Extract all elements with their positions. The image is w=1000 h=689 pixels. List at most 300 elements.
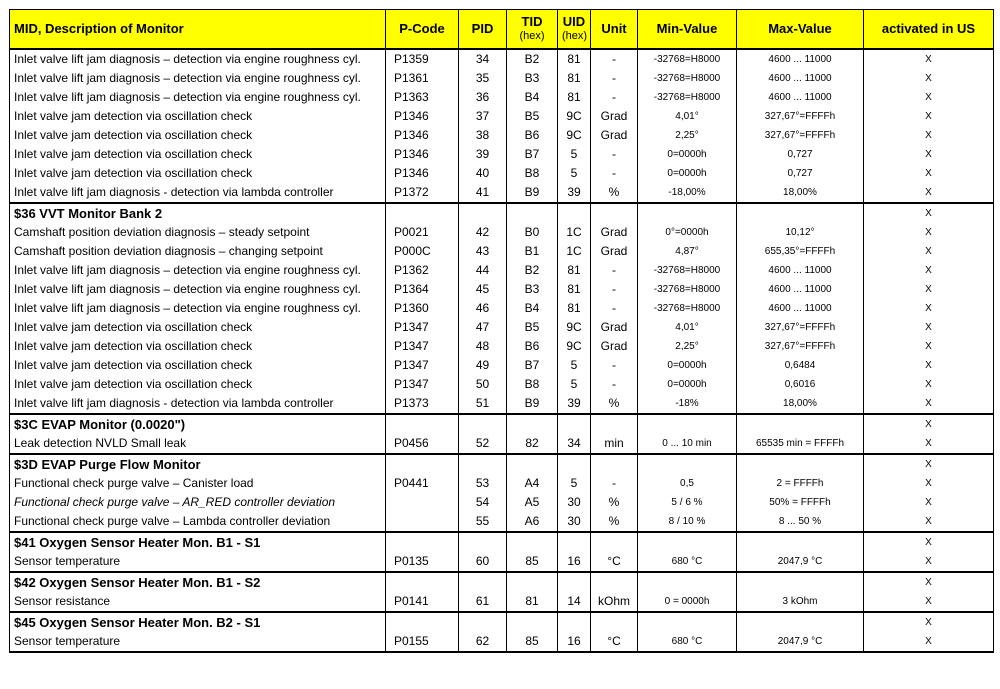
- table-row: [10, 49, 994, 69]
- cell-unit: -: [591, 375, 638, 394]
- cell-pcode: [386, 203, 459, 223]
- cell-uid: 9C: [558, 126, 591, 145]
- cell-min-value: 0,5: [638, 474, 737, 493]
- cell-pid: [459, 454, 507, 474]
- cell-unit: [591, 532, 638, 552]
- cell-min-value: 4,01°: [638, 107, 737, 126]
- cell-pcode: P1346: [386, 145, 459, 164]
- cell-uid: 16: [558, 632, 591, 652]
- cell-pcode: P0155: [386, 632, 459, 652]
- table-row: [10, 88, 994, 107]
- cell-unit: -: [591, 280, 638, 299]
- cell-description: Inlet valve lift jam diagnosis – detection via engine roughness cyl.: [10, 69, 386, 88]
- header-tid: [507, 10, 558, 50]
- cell-activated-us: X: [864, 261, 994, 280]
- table-row: [10, 394, 994, 414]
- cell-uid: 5: [558, 356, 591, 375]
- cell-description: Camshaft position deviation diagnosis – changing setpoint: [10, 242, 386, 261]
- cell-pid: 47: [459, 318, 507, 337]
- cell-unit: %: [591, 512, 638, 532]
- cell-uid: 16: [558, 552, 591, 572]
- cell-activated-us: X: [864, 394, 994, 414]
- cell-pcode: P1346: [386, 126, 459, 145]
- cell-max-value: 4600 ... 11000: [737, 49, 864, 69]
- cell-activated-us: X: [864, 49, 994, 69]
- cell-description: Sensor resistance: [10, 592, 386, 612]
- cell-uid: 9C: [558, 107, 591, 126]
- cell-tid: [507, 612, 558, 632]
- cell-activated-us: X: [864, 223, 994, 242]
- cell-description: Inlet valve lift jam diagnosis - detection via lambda controller: [10, 394, 386, 414]
- cell-min-value: -32768=H8000: [638, 280, 737, 299]
- cell-pid: 41: [459, 183, 507, 203]
- cell-pcode: [386, 414, 459, 434]
- cell-max-value: 4600 ... 11000: [737, 88, 864, 107]
- header-uid-label: UID: [562, 14, 586, 29]
- cell-activated-us: X: [864, 164, 994, 183]
- cell-uid: [558, 203, 591, 223]
- cell-max-value: 8 ... 50 %: [737, 512, 864, 532]
- cell-uid: [558, 454, 591, 474]
- cell-unit: -: [591, 474, 638, 493]
- cell-pid: 37: [459, 107, 507, 126]
- table-row: [10, 552, 994, 572]
- cell-max-value: 0,6016: [737, 375, 864, 394]
- cell-tid: B9: [507, 183, 558, 203]
- cell-pcode: [386, 612, 459, 632]
- cell-tid: B1: [507, 242, 558, 261]
- cell-pid: [459, 572, 507, 592]
- cell-uid: 81: [558, 299, 591, 318]
- table-header: [10, 10, 994, 50]
- cell-unit: -: [591, 261, 638, 280]
- cell-max-value: 0,727: [737, 145, 864, 164]
- cell-unit: -: [591, 88, 638, 107]
- cell-min-value: 8 / 10 %: [638, 512, 737, 532]
- cell-pid: [459, 203, 507, 223]
- cell-max-value: 655,35°=FFFFh: [737, 242, 864, 261]
- cell-description: Inlet valve jam detection via oscillation check: [10, 375, 386, 394]
- cell-unit: kOhm: [591, 592, 638, 612]
- header-uid: [558, 10, 591, 50]
- cell-unit: %: [591, 394, 638, 414]
- cell-pid: 49: [459, 356, 507, 375]
- table-row: [10, 107, 994, 126]
- table-row: [10, 592, 994, 612]
- cell-pid: [459, 532, 507, 552]
- cell-tid: [507, 414, 558, 434]
- cell-pcode: P0141: [386, 592, 459, 612]
- section-title: $3D EVAP Purge Flow Monitor: [10, 454, 386, 474]
- cell-unit: [591, 612, 638, 632]
- cell-max-value: 327,67°=FFFFh: [737, 318, 864, 337]
- cell-activated-us: X: [864, 356, 994, 375]
- cell-max-value: 18,00%: [737, 183, 864, 203]
- cell-min-value: 2,25°: [638, 337, 737, 356]
- cell-min-value: 0=0000h: [638, 356, 737, 375]
- cell-max-value: 2047,9 °C: [737, 632, 864, 652]
- cell-activated-us: X: [864, 512, 994, 532]
- section-header-row: [10, 414, 994, 434]
- cell-pid: 35: [459, 69, 507, 88]
- cell-pcode: P0021: [386, 223, 459, 242]
- cell-activated-us: X: [864, 552, 994, 572]
- cell-pcode: P1347: [386, 375, 459, 394]
- header-tid-label: TID: [521, 14, 543, 29]
- header-uid-sub: (hex): [562, 30, 588, 42]
- cell-activated-us: X: [864, 183, 994, 203]
- cell-activated-us: X: [864, 434, 994, 454]
- cell-uid: 30: [558, 512, 591, 532]
- cell-pid: 46: [459, 299, 507, 318]
- cell-pcode: P1361: [386, 69, 459, 88]
- section-header-row: [10, 612, 994, 632]
- cell-max-value: [737, 572, 864, 592]
- header-min-value: Min-Value: [638, 10, 737, 50]
- cell-tid: B5: [507, 318, 558, 337]
- cell-max-value: [737, 454, 864, 474]
- cell-max-value: [737, 532, 864, 552]
- cell-activated-us: X: [864, 107, 994, 126]
- cell-max-value: 4600 ... 11000: [737, 280, 864, 299]
- cell-unit: Grad: [591, 242, 638, 261]
- cell-min-value: 680 °C: [638, 632, 737, 652]
- cell-max-value: 327,67°=FFFFh: [737, 337, 864, 356]
- cell-min-value: [638, 203, 737, 223]
- table-row: [10, 434, 994, 454]
- cell-tid: B3: [507, 280, 558, 299]
- cell-activated-us: X: [864, 203, 994, 223]
- table-row: [10, 375, 994, 394]
- cell-description: Functional check purge valve – Canister load: [10, 474, 386, 493]
- cell-pcode: [386, 512, 459, 532]
- cell-min-value: [638, 572, 737, 592]
- cell-unit: -: [591, 356, 638, 375]
- cell-description: Inlet valve lift jam diagnosis – detection via engine roughness cyl.: [10, 280, 386, 299]
- cell-activated-us: X: [864, 242, 994, 261]
- cell-tid: A6: [507, 512, 558, 532]
- cell-max-value: 4600 ... 11000: [737, 261, 864, 280]
- cell-uid: [558, 572, 591, 592]
- cell-pid: [459, 612, 507, 632]
- cell-activated-us: X: [864, 318, 994, 337]
- cell-pid: [459, 414, 507, 434]
- cell-max-value: 3 kOhm: [737, 592, 864, 612]
- cell-pid: 61: [459, 592, 507, 612]
- cell-tid: B2: [507, 49, 558, 69]
- cell-uid: 81: [558, 280, 591, 299]
- cell-activated-us: X: [864, 532, 994, 552]
- cell-tid: [507, 532, 558, 552]
- cell-unit: Grad: [591, 337, 638, 356]
- cell-activated-us: X: [864, 493, 994, 512]
- cell-pcode: P1347: [386, 318, 459, 337]
- cell-min-value: 0=0000h: [638, 145, 737, 164]
- cell-pid: 34: [459, 49, 507, 69]
- cell-activated-us: X: [864, 474, 994, 493]
- cell-uid: [558, 532, 591, 552]
- cell-activated-us: X: [864, 88, 994, 107]
- cell-activated-us: X: [864, 632, 994, 652]
- cell-tid: 81: [507, 592, 558, 612]
- cell-uid: 5: [558, 145, 591, 164]
- header-pid: PID: [459, 10, 507, 50]
- cell-activated-us: X: [864, 280, 994, 299]
- cell-unit: [591, 454, 638, 474]
- cell-description: Inlet valve lift jam diagnosis – detection via engine roughness cyl.: [10, 299, 386, 318]
- table-row: [10, 474, 994, 493]
- cell-description: Leak detection NVLD Small leak: [10, 434, 386, 454]
- cell-unit: °C: [591, 552, 638, 572]
- monitor-table-container: [9, 9, 993, 653]
- table-body: [10, 49, 994, 652]
- cell-activated-us: X: [864, 414, 994, 434]
- cell-pid: 60: [459, 552, 507, 572]
- cell-min-value: [638, 414, 737, 434]
- cell-unit: Grad: [591, 107, 638, 126]
- cell-max-value: 327,67°=FFFFh: [737, 126, 864, 145]
- cell-pcode: P1347: [386, 337, 459, 356]
- section-title: $42 Oxygen Sensor Heater Mon. B1 - S2: [10, 572, 386, 592]
- cell-description: Sensor temperature: [10, 552, 386, 572]
- cell-pid: 55: [459, 512, 507, 532]
- cell-min-value: 4,01°: [638, 318, 737, 337]
- monitor-table: [9, 9, 994, 653]
- section-title: $3C EVAP Monitor (0.0020"): [10, 414, 386, 434]
- table-row: [10, 632, 994, 652]
- cell-max-value: 0,727: [737, 164, 864, 183]
- cell-pid: 40: [459, 164, 507, 183]
- cell-description: Inlet valve jam detection via oscillation check: [10, 337, 386, 356]
- section-header-row: [10, 454, 994, 474]
- cell-activated-us: X: [864, 337, 994, 356]
- cell-pcode: P000C: [386, 242, 459, 261]
- cell-description: Inlet valve lift jam diagnosis – detection via engine roughness cyl.: [10, 49, 386, 69]
- cell-uid: 81: [558, 69, 591, 88]
- header-description: MID, Description of Monitor: [10, 10, 386, 50]
- cell-uid: 5: [558, 474, 591, 493]
- cell-unit: -: [591, 145, 638, 164]
- cell-tid: B2: [507, 261, 558, 280]
- cell-pid: 36: [459, 88, 507, 107]
- cell-tid: [507, 454, 558, 474]
- cell-pcode: P1346: [386, 164, 459, 183]
- cell-description: Inlet valve lift jam diagnosis - detection via lambda controller: [10, 183, 386, 203]
- cell-min-value: 2,25°: [638, 126, 737, 145]
- cell-min-value: 4,87°: [638, 242, 737, 261]
- section-title: $45 Oxygen Sensor Heater Mon. B2 - S1: [10, 612, 386, 632]
- cell-max-value: 50% = FFFFh: [737, 493, 864, 512]
- cell-description: Inlet valve jam detection via oscillation check: [10, 145, 386, 164]
- table-row: [10, 183, 994, 203]
- cell-pid: 48: [459, 337, 507, 356]
- cell-pid: 53: [459, 474, 507, 493]
- cell-uid: 1C: [558, 223, 591, 242]
- cell-unit: %: [591, 493, 638, 512]
- cell-max-value: 2047,9 °C: [737, 552, 864, 572]
- section-header-row: [10, 572, 994, 592]
- cell-min-value: -32768=H8000: [638, 261, 737, 280]
- cell-description: Inlet valve jam detection via oscillation check: [10, 164, 386, 183]
- cell-unit: -: [591, 69, 638, 88]
- cell-tid: B7: [507, 356, 558, 375]
- cell-unit: -: [591, 164, 638, 183]
- cell-pid: 38: [459, 126, 507, 145]
- cell-pcode: [386, 532, 459, 552]
- cell-pcode: P1373: [386, 394, 459, 414]
- section-header-row: [10, 203, 994, 223]
- cell-unit: Grad: [591, 126, 638, 145]
- cell-uid: 9C: [558, 337, 591, 356]
- cell-min-value: 0 ... 10 min: [638, 434, 737, 454]
- cell-pcode: [386, 454, 459, 474]
- cell-tid: A4: [507, 474, 558, 493]
- cell-pcode: [386, 493, 459, 512]
- cell-min-value: 0=0000h: [638, 164, 737, 183]
- cell-pid: 39: [459, 145, 507, 164]
- table-row: [10, 69, 994, 88]
- cell-pid: 62: [459, 632, 507, 652]
- cell-pcode: P1360: [386, 299, 459, 318]
- cell-pid: 44: [459, 261, 507, 280]
- cell-unit: [591, 572, 638, 592]
- header-max-value: Max-Value: [737, 10, 864, 50]
- table-row: [10, 318, 994, 337]
- cell-tid: 82: [507, 434, 558, 454]
- table-row: [10, 223, 994, 242]
- cell-uid: 81: [558, 261, 591, 280]
- cell-unit: [591, 414, 638, 434]
- header-pcode: P-Code: [386, 10, 459, 50]
- cell-pid: 45: [459, 280, 507, 299]
- cell-max-value: 0,6484: [737, 356, 864, 375]
- cell-activated-us: X: [864, 612, 994, 632]
- cell-tid: B6: [507, 337, 558, 356]
- header-activated-us: activated in US: [864, 10, 994, 50]
- cell-uid: 14: [558, 592, 591, 612]
- cell-unit: °C: [591, 632, 638, 652]
- cell-uid: 5: [558, 164, 591, 183]
- cell-unit: -: [591, 299, 638, 318]
- cell-uid: [558, 414, 591, 434]
- cell-pid: 52: [459, 434, 507, 454]
- cell-tid: A5: [507, 493, 558, 512]
- cell-tid: B5: [507, 107, 558, 126]
- cell-activated-us: X: [864, 126, 994, 145]
- cell-description: Functional check purge valve – Lambda controller deviation: [10, 512, 386, 532]
- header-unit: Unit: [591, 10, 638, 50]
- cell-max-value: 65535 min = FFFFh: [737, 434, 864, 454]
- table-row: [10, 356, 994, 375]
- cell-min-value: 5 / 6 %: [638, 493, 737, 512]
- cell-min-value: -18%: [638, 394, 737, 414]
- cell-uid: 39: [558, 394, 591, 414]
- cell-tid: B9: [507, 394, 558, 414]
- cell-unit: -: [591, 49, 638, 69]
- cell-tid: B0: [507, 223, 558, 242]
- cell-pid: 43: [459, 242, 507, 261]
- cell-uid: 39: [558, 183, 591, 203]
- cell-activated-us: X: [864, 145, 994, 164]
- cell-max-value: [737, 414, 864, 434]
- table-row: [10, 337, 994, 356]
- cell-pid: 51: [459, 394, 507, 414]
- cell-min-value: 0=0000h: [638, 375, 737, 394]
- cell-uid: 81: [558, 88, 591, 107]
- cell-description: Inlet valve jam detection via oscillation check: [10, 318, 386, 337]
- table-row: [10, 512, 994, 532]
- cell-tid: B3: [507, 69, 558, 88]
- table-row: [10, 493, 994, 512]
- cell-max-value: 2 = FFFFh: [737, 474, 864, 493]
- table-row: [10, 280, 994, 299]
- header-row: [10, 10, 994, 50]
- cell-tid: B8: [507, 375, 558, 394]
- cell-max-value: 4600 ... 11000: [737, 299, 864, 318]
- cell-uid: 34: [558, 434, 591, 454]
- cell-tid: B8: [507, 164, 558, 183]
- cell-uid: [558, 612, 591, 632]
- cell-uid: 30: [558, 493, 591, 512]
- cell-description: Inlet valve jam detection via oscillation check: [10, 356, 386, 375]
- cell-unit: %: [591, 183, 638, 203]
- cell-max-value: 4600 ... 11000: [737, 69, 864, 88]
- cell-max-value: 18,00%: [737, 394, 864, 414]
- cell-max-value: [737, 203, 864, 223]
- cell-pcode: P1362: [386, 261, 459, 280]
- cell-min-value: [638, 454, 737, 474]
- cell-min-value: -32768=H8000: [638, 299, 737, 318]
- table-row: [10, 299, 994, 318]
- cell-min-value: -18,00%: [638, 183, 737, 203]
- cell-tid: 85: [507, 552, 558, 572]
- cell-pid: 54: [459, 493, 507, 512]
- cell-pcode: P1372: [386, 183, 459, 203]
- cell-description: Inlet valve jam detection via oscillation check: [10, 107, 386, 126]
- table-row: [10, 242, 994, 261]
- cell-max-value: 327,67°=FFFFh: [737, 107, 864, 126]
- cell-description: Sensor temperature: [10, 632, 386, 652]
- cell-unit: [591, 203, 638, 223]
- cell-activated-us: X: [864, 454, 994, 474]
- table-row: [10, 145, 994, 164]
- cell-tid: 85: [507, 632, 558, 652]
- cell-unit: min: [591, 434, 638, 454]
- cell-min-value: 0°=0000h: [638, 223, 737, 242]
- cell-pcode: P0441: [386, 474, 459, 493]
- cell-min-value: -32768=H8000: [638, 69, 737, 88]
- cell-unit: Grad: [591, 223, 638, 242]
- cell-description: Camshaft position deviation diagnosis – steady setpoint: [10, 223, 386, 242]
- cell-pcode: P1363: [386, 88, 459, 107]
- cell-pcode: P1347: [386, 356, 459, 375]
- cell-uid: 81: [558, 49, 591, 69]
- cell-max-value: [737, 612, 864, 632]
- table-row: [10, 164, 994, 183]
- cell-description: Inlet valve lift jam diagnosis – detection via engine roughness cyl.: [10, 261, 386, 280]
- cell-min-value: -32768=H8000: [638, 88, 737, 107]
- cell-pid: 50: [459, 375, 507, 394]
- cell-pcode: [386, 572, 459, 592]
- cell-pid: 42: [459, 223, 507, 242]
- cell-tid: [507, 203, 558, 223]
- cell-tid: B4: [507, 88, 558, 107]
- cell-pcode: P1364: [386, 280, 459, 299]
- cell-min-value: -32768=H8000: [638, 49, 737, 69]
- cell-pcode: P0456: [386, 434, 459, 454]
- cell-description: Inlet valve jam detection via oscillation check: [10, 126, 386, 145]
- cell-description: Inlet valve lift jam diagnosis – detection via engine roughness cyl.: [10, 88, 386, 107]
